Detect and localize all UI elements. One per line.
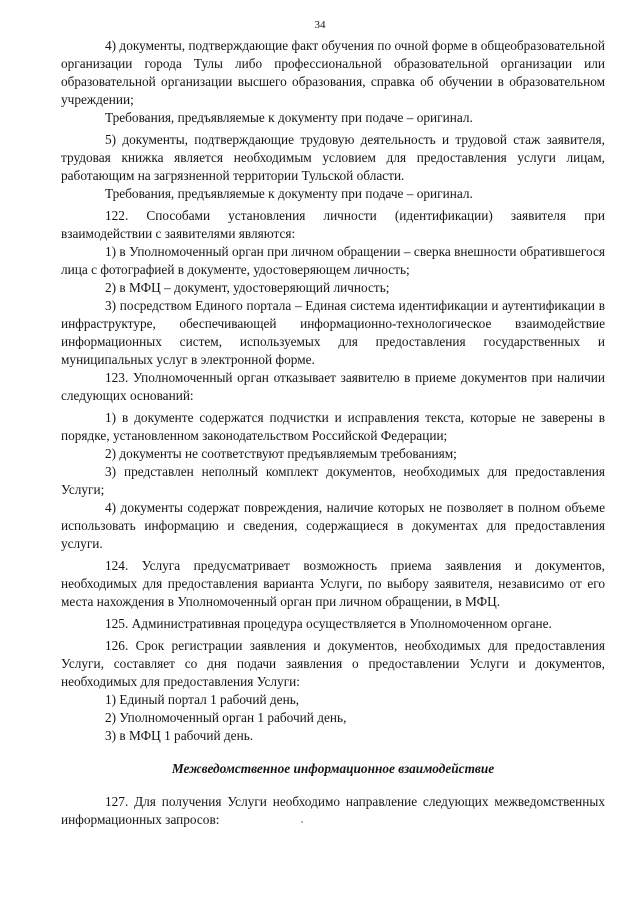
paragraph-clause-127: 127. Для получения Услуги необходимо направление следующих межведомственных информационных запросов: (61, 794, 605, 827)
list-item: 1) Единый портал 1 рабочий день, (105, 692, 300, 707)
list-item: 1) в Уполномоченный орган при личном обращении – сверка внешности обратившегося лица с фотографией в документе, удостоверяющем личность; (61, 244, 605, 277)
list-item: 2) Уполномоченный орган 1 рабочий день, (105, 710, 347, 725)
paragraph-clause-125: 125. Административная процедура осуществляется в Уполномоченном органе. (105, 616, 552, 631)
list-item: 4) документы содержат повреждения, наличие которых не позволяет в полном объеме использовать информацию и сведения, содержащиеся в документах для предоставления услуги. (61, 500, 605, 551)
paragraph-clause-123: 123. Уполномоченный орган отказывает заявителю в приеме документов при наличии следующих оснований: (61, 370, 605, 403)
paragraph-clause-124: 124. Услуга предусматривает возможность приема заявления и документов, необходимых для предоставления варианта Услуги, по выбору заявителя, независимо от его места нахождения в Уполномоченный орган при личном обращении, в МФЦ. (61, 558, 605, 609)
paragraph-original-requirement: Требования, предъявляемые к документу при подаче – оригинал. (105, 186, 473, 201)
list-item: 3) представлен неполный комплект документов, необходимых для предоставления Услуги; (61, 464, 605, 497)
page-number: 34 (314, 19, 326, 31)
paragraph-employment-documents: 5) документы, подтверждающие трудовую деятельность и трудовой стаж заявителя, трудовая книжка является необходимым условием для предоставления услуги лицам, работающим на загрязненной территории Тульской области. (61, 132, 605, 183)
paragraph-original-requirement: Требования, предъявляемые к документу при подаче – оригинал. (105, 110, 473, 125)
paragraph-clause-122: 122. Способами установления личности (идентификации) заявителя при взаимодействии с заявителями являются: (61, 208, 605, 241)
scan-speck (301, 821, 303, 823)
list-item: 2) документы не соответствуют предъявляемым требованиям; (105, 446, 457, 461)
list-item: 3) в МФЦ 1 рабочий день. (105, 728, 254, 743)
list-item: 2) в МФЦ – документ, удостоверяющий личность; (105, 280, 390, 295)
list-item: 1) в документе содержатся подчистки и исправления текста, которые не заверены в порядке, установленном законодательством Российской Федерации; (61, 410, 605, 443)
paragraph-education-documents: 4) документы, подтверждающие факт обучения по очной форме в общеобразовательной организации города Тулы либо профессиональной образовательной организации или образовательной организации высшего образования, справка об обучении в образовательном учреждении; (61, 38, 605, 107)
document-body (61, 37, 605, 829)
paragraph-clause-126: 126. Срок регистрации заявления и документов, необходимых для предоставления Услуги, составляет со дня подачи заявления о предоставлении Услуги и документов, необходимых для предоставления Услуги: (61, 638, 605, 689)
list-item: 3) посредством Единого портала – Единая система идентификации и аутентификации в инфраструктуре, обеспечивающей информационно-технологическое взаимодействие информационных систем, используемых для предоставления государственных и муниципальных услуг в электронной форме. (61, 298, 605, 367)
section-heading: Межведомственное информационное взаимодействие (171, 761, 495, 776)
